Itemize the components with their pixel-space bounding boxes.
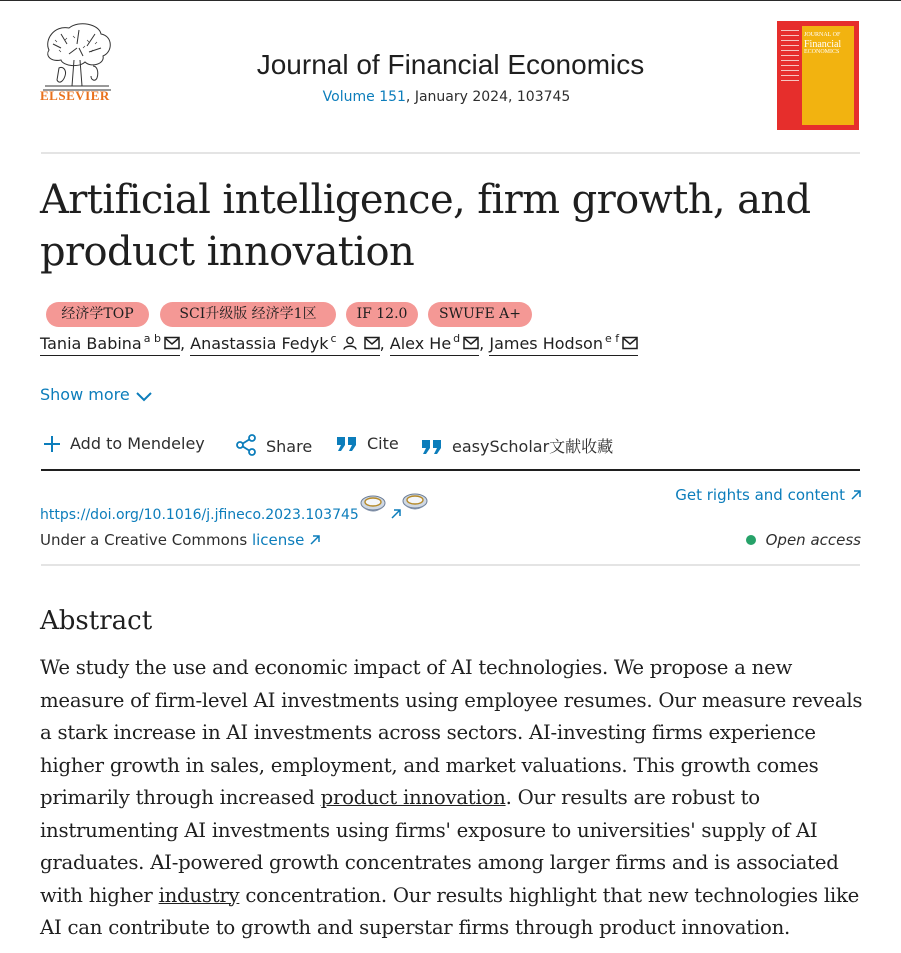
header-divider [41, 152, 860, 154]
rights-label: Get rights and content [675, 486, 845, 504]
author-separator: , [179, 334, 186, 353]
author-list [40, 332, 638, 356]
abstract-text-1: We study the use and economic impact of AI technologies. We propose a new measure of firm-level AI investments using employee resumes. Our measure reveals a stark increase in AI investments across sectors. AI-investing firms experience higher growth in sales, employment, and market valuations. This growth comes primarily through increased [40, 656, 863, 809]
journal-issue-info [0, 89, 893, 105]
meta-divider [41, 564, 860, 566]
mendeley-label: Add to Mendeley [70, 434, 205, 453]
email-icon[interactable] [463, 336, 479, 350]
badge-sci[interactable]: SCI升级版 经济学1区 [160, 302, 336, 327]
chevron-down-icon [136, 392, 152, 402]
share-icon [235, 434, 257, 456]
industry-link[interactable]: industry [158, 883, 240, 907]
abstract-text-2: . Our results are robust to instrumenting AI investments using firms' exposure to universities' supply of AI graduates. AI-powered growth concentrates among larger firms and is associated with higher [40, 786, 839, 907]
external-link-icon [391, 509, 401, 519]
share-button[interactable] [235, 434, 312, 456]
open-access-label: Open access [765, 531, 861, 549]
badge-econ-top[interactable]: 经济学TOP [46, 302, 149, 327]
add-to-mendeley-button[interactable] [43, 434, 205, 453]
doi-link[interactable]: https://doi.org/10.1016/j.jfineco.2023.103745 [40, 507, 359, 523]
open-access-dot [746, 535, 756, 545]
author-fedyk[interactable]: Anastassia Fedyk $^c$ [190, 332, 379, 356]
easyscholar-button[interactable] [421, 434, 613, 457]
cite-label: Cite [367, 434, 399, 453]
show-more-button[interactable] [40, 385, 152, 404]
author-affil: d [453, 332, 461, 345]
license-link[interactable]: license [251, 531, 305, 549]
abstract-heading: Abstract [40, 606, 153, 636]
actions-divider [41, 469, 860, 471]
issue-date: , January 2024, 103745 [405, 89, 571, 105]
cover-text-1: JOURNAL OF [804, 32, 841, 38]
author-hodson[interactable]: James Hodson $^{e f}$ [489, 332, 638, 356]
author-affil: a b [143, 332, 161, 345]
author-separator: , [479, 334, 485, 353]
quote-icon [421, 438, 443, 456]
cover-text-3: ECONOMICS [804, 49, 840, 55]
license-notice [40, 531, 320, 549]
article-title: Artificial intelligence, firm growth, and product innovation [40, 177, 811, 275]
scholar-lens-icon[interactable] [359, 495, 387, 515]
volume-link[interactable]: Volume 151 [322, 89, 406, 105]
scholar-lens-icon[interactable] [401, 493, 429, 513]
author-he[interactable]: Alex He $^d$ [390, 332, 479, 356]
open-access-badge [746, 531, 861, 549]
author-affil: c [330, 332, 337, 345]
license-prefix: Under a Creative Commons [40, 531, 252, 549]
plus-icon [43, 435, 61, 453]
quote-icon [336, 435, 358, 453]
elsevier-wordmark[interactable]: ELSEVIER [40, 88, 110, 103]
show-more-label: Show more [40, 385, 130, 404]
email-icon[interactable] [622, 336, 638, 350]
cover-text-2: Financial [804, 39, 842, 50]
get-rights-link[interactable] [675, 486, 861, 504]
abstract-text-3: concentration. Our results highlight that new technologies like AI can contribute to growth and superstar firms through product innovation. [40, 883, 860, 939]
doi-row [40, 493, 429, 523]
journal-title[interactable]: Journal of Financial Economics [256, 49, 645, 80]
email-icon[interactable] [364, 336, 380, 350]
easyscholar-label: easyScholar文献收藏 [452, 437, 614, 456]
share-label: Share [266, 437, 313, 456]
cite-button[interactable] [336, 434, 399, 453]
author-affil: e f [604, 332, 620, 345]
author-separator: , [379, 334, 385, 353]
author-babina[interactable]: Tania Babina $^{a b}$ [40, 332, 180, 356]
external-link-icon [310, 535, 320, 545]
external-link-icon [851, 490, 861, 500]
abstract-body [40, 652, 870, 945]
badge-impact-factor[interactable]: IF 12.0 [346, 302, 418, 327]
badge-swufe[interactable]: SWUFE A+ [428, 302, 532, 327]
cover-stripes [781, 30, 799, 82]
person-icon[interactable] [343, 336, 357, 350]
top-border [0, 0, 901, 1]
email-icon[interactable] [164, 336, 180, 350]
product-innovation-link[interactable]: product innovation [320, 786, 506, 809]
